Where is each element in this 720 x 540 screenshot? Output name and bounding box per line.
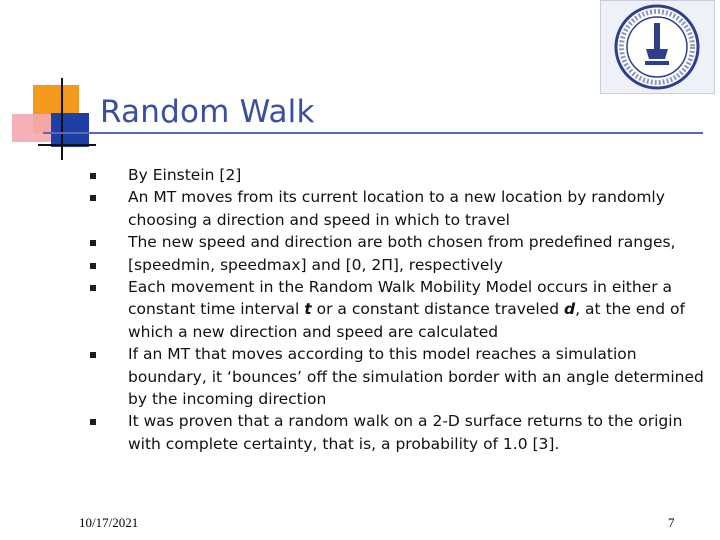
- list-item: [90, 343, 710, 410]
- bullet-text: If an MT that moves according to this model reaches a simulation boundary, it ‘bounces’ off the simulation border with an angle determined by the incoming direction: [128, 345, 704, 409]
- list-item: [90, 186, 710, 231]
- bullet-text-part: Each movement in the Random Walk Mobility Model occurs in either a constant time interval: [128, 278, 672, 319]
- footer-date: 10/17/2021: [79, 515, 139, 530]
- variable-d: d: [564, 300, 576, 319]
- bullet-text: [speedmin, speedmax] and [0, 2Π], respectively: [128, 255, 503, 274]
- list-item: [90, 231, 710, 253]
- list-item: [90, 410, 710, 455]
- square-bullet-icon: [90, 419, 96, 425]
- title-underline: [43, 132, 703, 134]
- decor-pink-square: [12, 114, 52, 142]
- decor-vertical-line: [61, 78, 63, 160]
- bullet-text-part: or a constant distance traveled: [311, 300, 565, 319]
- page-number: 7: [668, 515, 675, 530]
- university-logo: [600, 0, 715, 94]
- slide-title: Random Walk: [100, 94, 315, 130]
- square-bullet-icon: [90, 173, 96, 179]
- variable-t: t: [304, 300, 312, 319]
- square-bullet-icon: [90, 285, 96, 291]
- bullet-text: An MT moves from its current location to a new location by randomly choosing a direction and speed in which to travel: [128, 188, 665, 229]
- bullet-text: By Einstein [2]: [128, 166, 242, 184]
- bullet-text-part: , at the end of which a new direction and speed are calculated: [128, 300, 685, 341]
- bullet-list: [90, 164, 710, 455]
- bullet-text: [128, 276, 710, 343]
- bullet-text: It was proven that a random walk on a 2-D surface returns to the origin with complete certainty, that is, a probability of 1.0 [3].: [128, 412, 683, 453]
- list-item: [90, 164, 710, 186]
- list-item: [90, 276, 710, 343]
- university-seal-icon: [601, 1, 714, 93]
- decor-blue-square: [51, 113, 89, 147]
- square-bullet-icon: [90, 195, 96, 201]
- list-item: [90, 254, 710, 276]
- decor-horizontal-line: [38, 144, 96, 146]
- square-bullet-icon: [90, 263, 96, 269]
- bullet-text: The new speed and direction are both chosen from predefined ranges,: [128, 233, 676, 252]
- square-bullet-icon: [90, 352, 96, 358]
- square-bullet-icon: [90, 240, 96, 246]
